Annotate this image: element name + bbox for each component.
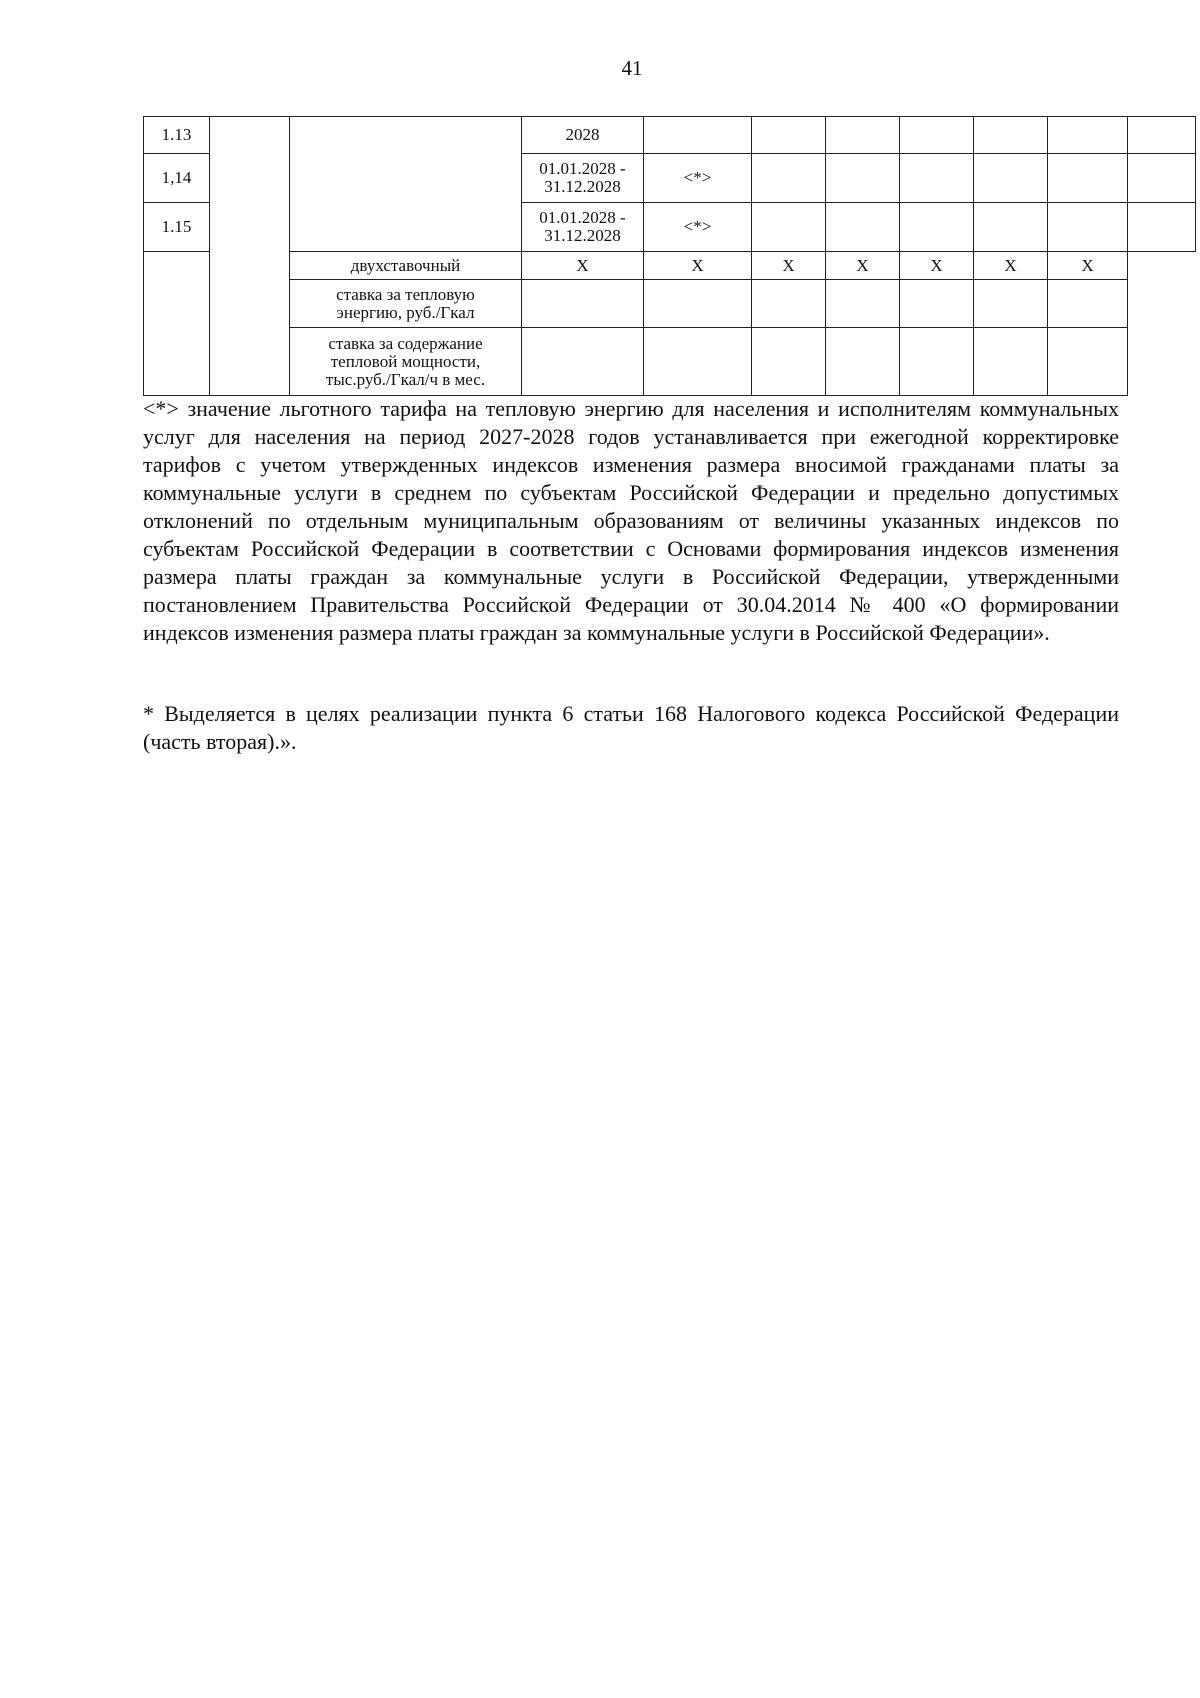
row-number: 1.13 (144, 117, 210, 154)
footnote-preferential-tariff: <*> значение льготного тарифа на тепловую энергию для населения и исполнителям коммунальных услуг для населения на период 2027-2028 годов устанавливается при ежегодной корректировке тарифов с учетом утвержденных индексов изменения размера вносимой гражданами платы за коммунальные услуги в среднем по субъектам Российской Федерации и предельно допустимых отклонений по отдельным муниципальным образованиям от величины указанных индексов по субъектам Российской Федерации в соответствии с Основами формирования индексов изменения размера платы граждан за коммунальные услуги в Российской Федерации, утвержденными постановлением Правительства Российской Федерации от 30.04.2014 № 400 «О формировании индексов изменения размера платы граждан за коммунальные услуги в Российской Федерации». (143, 396, 1119, 645)
blank-cell (210, 117, 290, 396)
row-number: 1.15 (144, 203, 210, 252)
period-cell: 2028 (522, 117, 644, 154)
table-row (144, 328, 1196, 396)
x-mark: Х (1048, 252, 1128, 280)
x-mark: Х (752, 252, 826, 280)
period-cell: 01.01.2028 - 31.12.2028 (522, 154, 644, 203)
period-cell: 01.01.2028 - 31.12.2028 (522, 203, 644, 252)
value-cell (644, 117, 752, 154)
value-cell: <*> (644, 203, 752, 252)
x-mark: Х (826, 252, 900, 280)
two-part-label: двухставочный (290, 252, 522, 280)
footnote-tax-code: * Выделяется в целях реализации пункта 6 статьи 168 Налогового кодекса Российской Федерации (часть вторая).». (143, 701, 1119, 754)
row-number: 1,14 (144, 154, 210, 203)
page-number: 41 (621, 56, 643, 80)
x-mark: Х (900, 252, 974, 280)
rate-energy-label: ставка за тепловую энергию, руб./Гкал (290, 280, 522, 328)
blank-cell (144, 252, 210, 396)
x-mark: Х (644, 252, 752, 280)
table-row (144, 280, 1196, 328)
x-mark: Х (522, 252, 644, 280)
table-row (144, 117, 1196, 154)
value-cell: <*> (644, 154, 752, 203)
table-row (144, 252, 1196, 280)
tariff-table (143, 116, 1196, 396)
rate-capacity-label: ставка за содержание тепловой мощности, тыс.руб./Гкал/ч в мес. (290, 328, 522, 396)
x-mark: Х (974, 252, 1048, 280)
blank-cell (290, 117, 522, 252)
